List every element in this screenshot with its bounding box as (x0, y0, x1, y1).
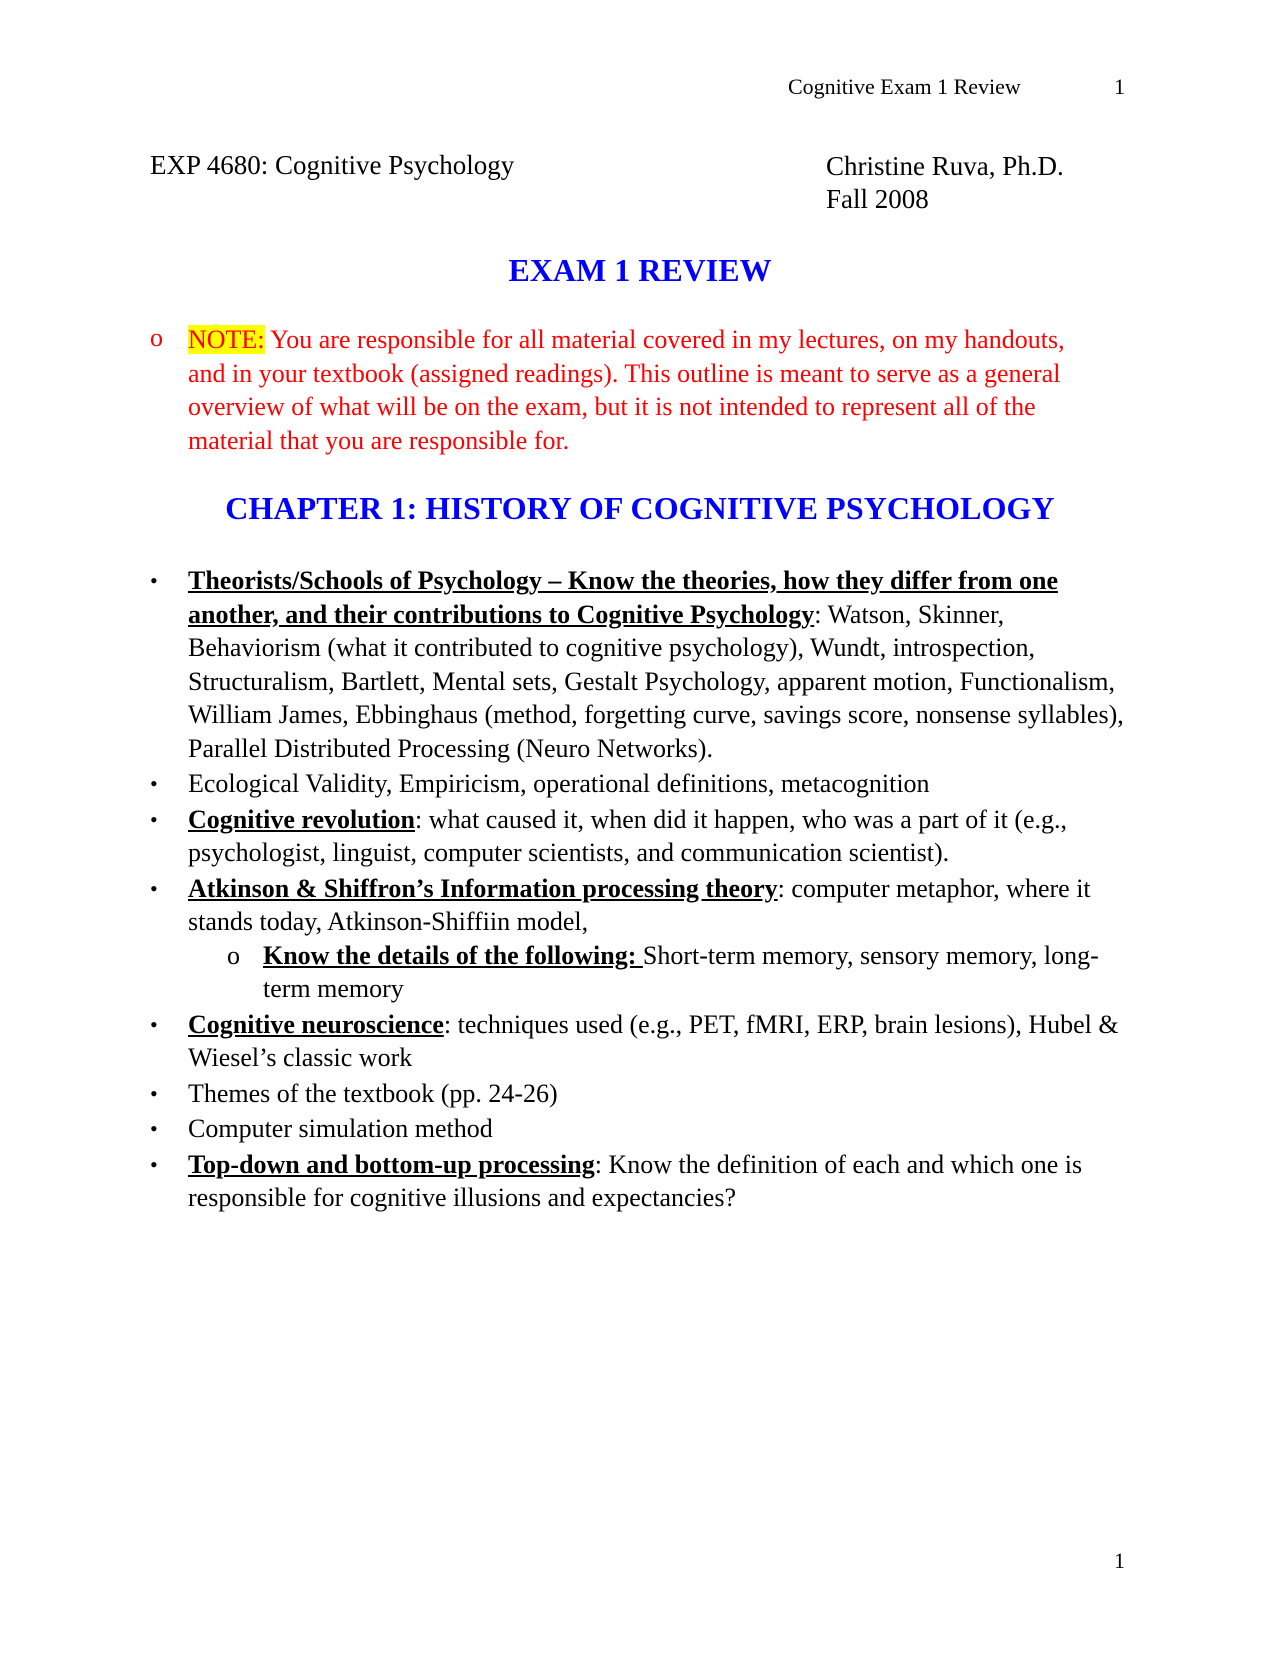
list-item (150, 767, 1128, 801)
sub-item-heading: Know the details of the following: (263, 940, 643, 970)
item-text: Computer simulation method (188, 1114, 493, 1143)
note-paragraph (188, 323, 1108, 457)
page-title: EXAM 1 REVIEW (508, 252, 772, 288)
item-text: : Watson, Skinner, Behaviorism (what it contributed to cognitive psychology), Wundt, introspection, Structuralism, Bartlett, Mental sets, Gestalt Psychology, apparent motion, Functionalism, William James, Ebbinghaus (method, forgetting curve, savings score, nonsense syllables), Parallel Distributed Processing (Neuro Networks). (188, 599, 1124, 763)
footer-page-number: 1 (1114, 1548, 1125, 1573)
instructor-name: Christine Ruva, Ph.D. (826, 151, 1064, 181)
bullet-icon: • (150, 875, 158, 901)
item-text: : Know the definition of each and which one is responsible for cognitive illusions and expectancies? (188, 1149, 1083, 1212)
list-item (150, 1112, 1128, 1146)
sub-item-text: Short-term memory, sensory memory, long-term memory (263, 940, 1099, 1003)
instructor-block (826, 150, 1064, 216)
topic-list (150, 564, 1128, 1217)
term: Fall 2008 (826, 184, 929, 214)
item-text: : computer metaphor, where it stands today, Atkinson-Shiffiin model, (188, 873, 1091, 936)
item-text: : what caused it, when did it happen, who was a part of it (e.g., psychologist, linguist, computer scientists, and communication scientist). (188, 804, 1068, 867)
list-item (150, 872, 1128, 1006)
note-label: NOTE: (188, 325, 265, 354)
bullet-icon: • (150, 1080, 158, 1106)
list-item (150, 1008, 1128, 1075)
running-header-page-number: 1 (1114, 74, 1125, 99)
course-name: EXP 4680: Cognitive Psychology (150, 150, 515, 180)
bullet-icon: • (150, 1151, 158, 1177)
list-item (150, 1148, 1128, 1215)
note-text: You are responsible for all material covered in my lectures, on my handouts, and in your textbook (assigned readings). This outline is meant to serve as a general overview of what will be on the exam, but it is not intended to represent all of the material that you are responsible for. (188, 325, 1065, 455)
chapter-title: CHAPTER 1: HISTORY OF COGNITIVE PSYCHOLOGY (225, 490, 1055, 526)
bullet-icon: • (150, 568, 158, 593)
item-heading: Cognitive neuroscience (188, 1009, 444, 1039)
item-heading: Theorists/Schools of Psychology – Know the theories, how they differ from one another, and their contributions to Cognitive Psychology (188, 566, 1058, 629)
list-item (150, 803, 1128, 870)
item-heading: Atkinson & Shiffron’s Information processing theory (188, 873, 778, 903)
item-heading: Top-down and bottom-up processing (188, 1149, 595, 1179)
sub-bullet-icon: o (227, 940, 240, 970)
item-text: Themes of the textbook (pp. 24-26) (188, 1078, 558, 1108)
item-heading: Cognitive revolution (188, 804, 416, 834)
bullet-icon: • (150, 806, 158, 832)
item-text: : techniques used (e.g., PET, fMRI, ERP, brain lesions), Hubel & Wiesel’s classic work (188, 1009, 1119, 1072)
bullet-icon: • (150, 771, 158, 796)
list-item (150, 1077, 1128, 1111)
bullet-icon: • (150, 1116, 158, 1141)
list-item (150, 564, 1128, 765)
note-marker: o (150, 323, 163, 352)
sub-item (227, 939, 1128, 1006)
running-header-title: Cognitive Exam 1 Review (788, 74, 1021, 99)
bullet-icon: • (150, 1011, 158, 1037)
item-text: Ecological Validity, Empiricism, operational definitions, metacognition (188, 769, 930, 798)
